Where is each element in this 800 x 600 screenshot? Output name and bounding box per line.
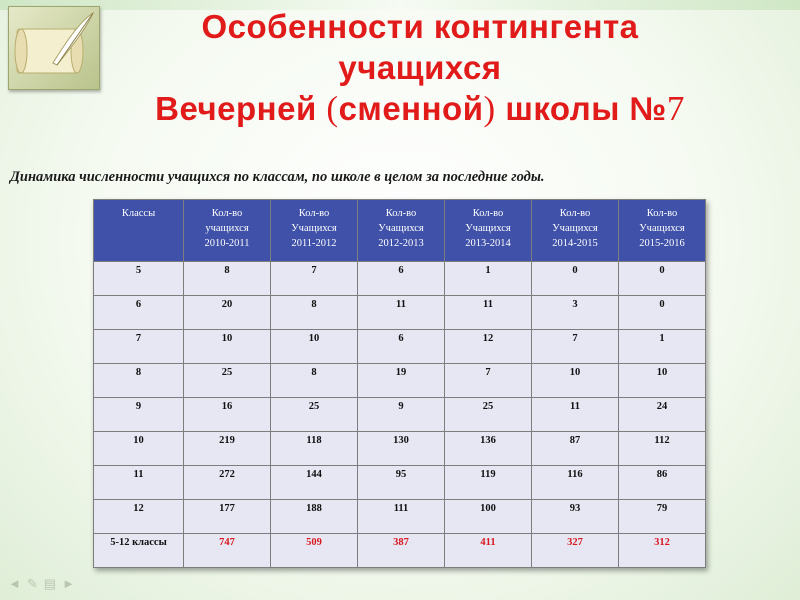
count-cell: 119 [445,466,532,500]
column-header [619,200,706,262]
table-row [94,296,706,330]
column-header-line: 2010-2011 [204,238,250,249]
column-header-line: Кол-во [472,208,504,219]
count-cell: 0 [619,262,706,296]
column-header-line: Кол-во [559,208,591,219]
total-count-cell: 387 [358,534,445,568]
class-cell: 8 [94,364,184,398]
count-cell: 10 [619,364,706,398]
table-row [94,500,706,534]
total-count-cell: 312 [619,534,706,568]
count-cell: 86 [619,466,706,500]
count-cell: 10 [271,330,358,364]
count-cell: 7 [445,364,532,398]
count-cell: 25 [271,398,358,432]
count-cell: 11 [532,398,619,432]
table-row [94,262,706,296]
table-row [94,330,706,364]
total-count-cell: 509 [271,534,358,568]
column-header [271,200,358,262]
count-cell: 6 [358,330,445,364]
class-cell: 9 [94,398,184,432]
title-part: сменной [338,90,484,127]
count-cell: 25 [445,398,532,432]
title-school-number: 7 [666,89,685,128]
count-cell: 219 [184,432,271,466]
prev-arrow-icon[interactable]: ◄ [8,576,21,591]
count-cell: 11 [445,296,532,330]
count-cell: 93 [532,500,619,534]
count-cell: 144 [271,466,358,500]
table-row [94,432,706,466]
table-row [94,466,706,500]
total-row [94,534,706,568]
count-cell: 0 [532,262,619,296]
column-header [184,200,271,262]
count-cell: 136 [445,432,532,466]
column-header [94,200,184,262]
class-cell: 12 [94,500,184,534]
column-header-line: учащихся [205,223,249,234]
title-line-1: Особенности контингента [201,8,639,45]
total-count-cell: 747 [184,534,271,568]
table-caption: Динамика численности учащихся по классам, по школе в целом за последние годы. [10,169,545,185]
count-cell: 10 [184,330,271,364]
column-header-line: Учащихся [465,223,511,234]
table-row [94,398,706,432]
count-cell: 177 [184,500,271,534]
table-header-row [94,200,706,262]
column-header-line: Учащихся [552,223,598,234]
count-cell: 7 [532,330,619,364]
column-header-line: 2014-2015 [552,238,598,249]
slide-title [100,6,740,129]
count-cell: 112 [619,432,706,466]
count-cell: 188 [271,500,358,534]
students-table [93,199,706,568]
count-cell: 1 [619,330,706,364]
total-count-cell: 327 [532,534,619,568]
total-label-cell: 5-12 классы [94,534,184,568]
title-part: школы № [495,90,667,127]
table-row [94,364,706,398]
count-cell: 8 [271,296,358,330]
column-header-line: Кол-во [211,208,243,219]
count-cell: 8 [184,262,271,296]
count-cell: 95 [358,466,445,500]
column-header-line: 2013-2014 [465,238,511,249]
count-cell: 87 [532,432,619,466]
column-header [445,200,532,262]
pen-icon[interactable]: ✎ [26,576,38,591]
column-header-line: 2015-2016 [639,238,685,249]
count-cell: 272 [184,466,271,500]
count-cell: 25 [184,364,271,398]
title-part: Вечерней [155,90,327,127]
count-cell: 116 [532,466,619,500]
count-cell: 20 [184,296,271,330]
count-cell: 6 [358,262,445,296]
class-cell: 11 [94,466,184,500]
slide-menu-icon[interactable]: ▤ [43,576,57,591]
class-cell: 5 [94,262,184,296]
count-cell: 19 [358,364,445,398]
count-cell: 24 [619,398,706,432]
count-cell: 3 [532,296,619,330]
column-header-line: Учащихся [639,223,685,234]
class-cell: 10 [94,432,184,466]
count-cell: 10 [532,364,619,398]
count-cell: 1 [445,262,532,296]
count-cell: 11 [358,296,445,330]
title-line-2: учащихся [338,49,502,86]
count-cell: 130 [358,432,445,466]
slide-nav-bar [8,576,75,592]
count-cell: 12 [445,330,532,364]
count-cell: 111 [358,500,445,534]
column-header-line: Классы [121,208,156,219]
total-count-cell: 411 [445,534,532,568]
count-cell: 16 [184,398,271,432]
count-cell: 118 [271,432,358,466]
count-cell: 8 [271,364,358,398]
column-header-line: Учащихся [378,223,424,234]
column-header [532,200,619,262]
scroll-quill-icon [8,6,100,90]
class-cell: 6 [94,296,184,330]
column-header-line: 2012-2013 [378,238,424,249]
count-cell: 9 [358,398,445,432]
column-header-line: 2011-2012 [291,238,337,249]
column-header-line: Учащихся [291,223,337,234]
title-paren-close: ) [483,89,496,128]
class-cell: 7 [94,330,184,364]
count-cell: 0 [619,296,706,330]
count-cell: 100 [445,500,532,534]
title-paren-open: ( [326,89,339,128]
column-header-line: Кол-во [385,208,417,219]
count-cell: 7 [271,262,358,296]
title-line-3 [100,88,740,129]
count-cell: 79 [619,500,706,534]
column-header [358,200,445,262]
column-header-line: Кол-во [646,208,678,219]
column-header-line: Кол-во [298,208,330,219]
next-arrow-icon[interactable]: ► [62,576,75,591]
